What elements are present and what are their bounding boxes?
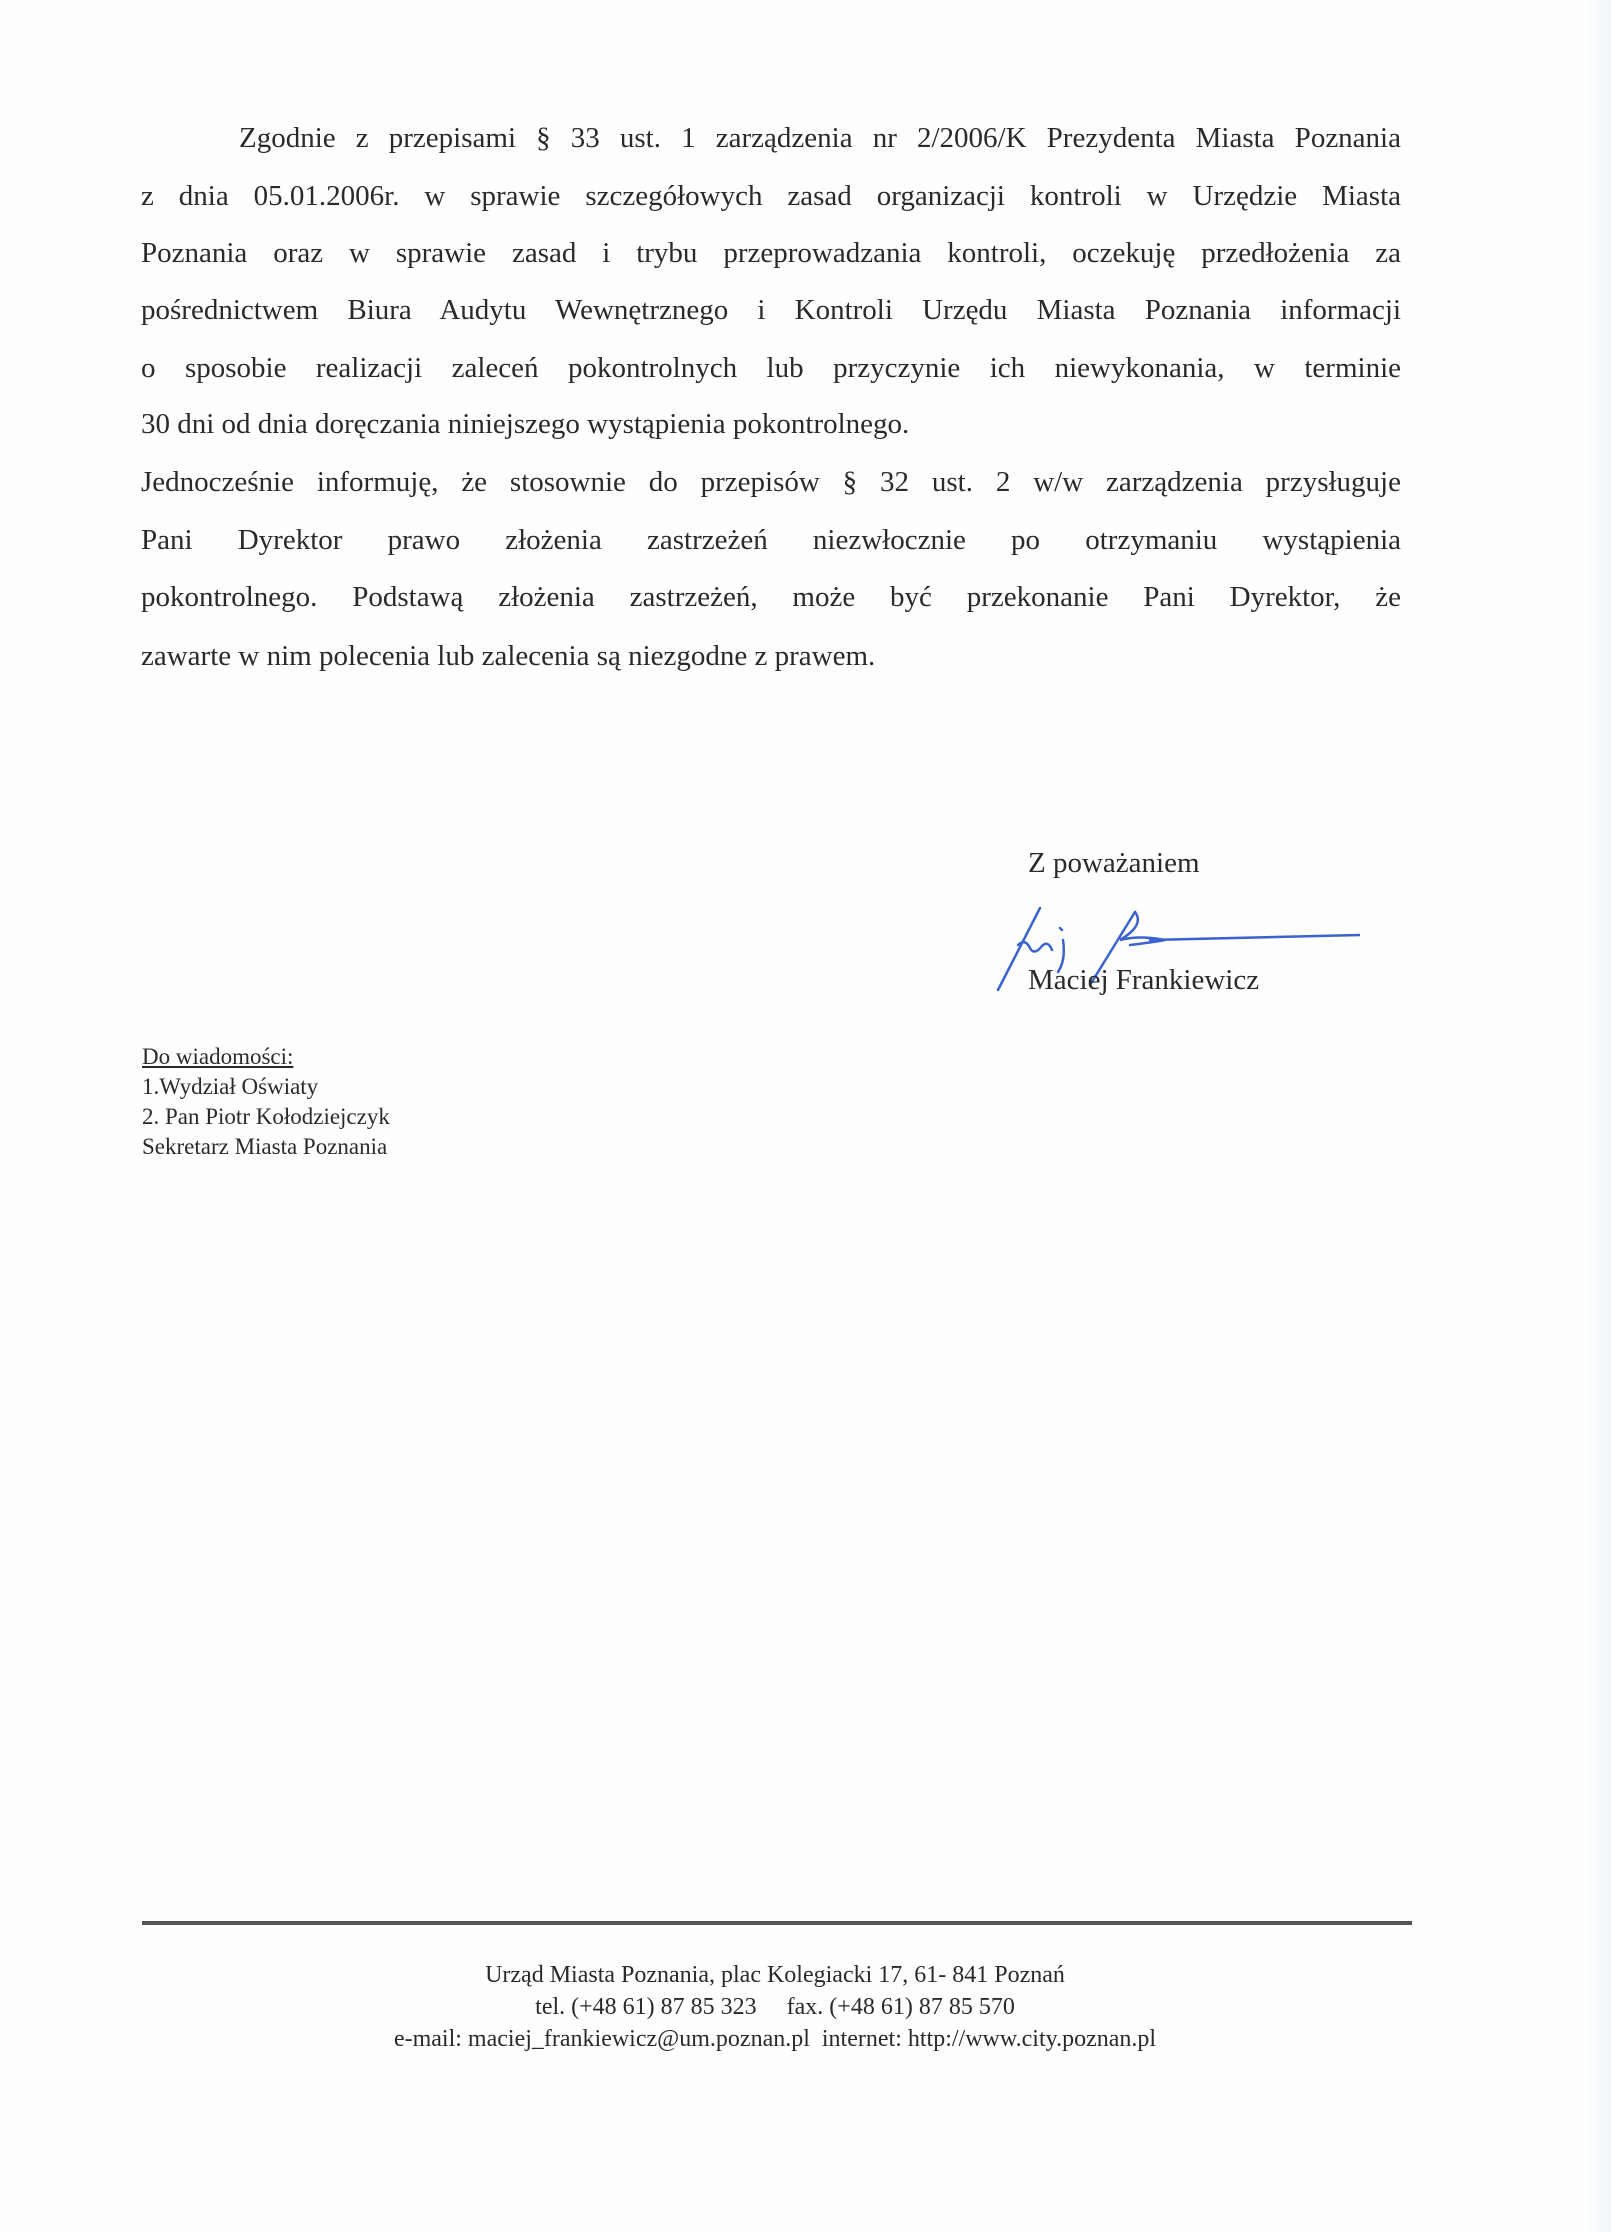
body-line: 30 dni od dnia doręczania niniejszego wystąpienia pokontrolnego. bbox=[141, 408, 910, 440]
footer-phones: tel. (+48 61) 87 85 323 fax. (+48 61) 87 85 570 bbox=[535, 1994, 1015, 2020]
cc-item: 1.Wydział Oświaty bbox=[142, 1074, 319, 1099]
signatory-name: Maciej Frankiewicz bbox=[1028, 964, 1260, 996]
body-line: pośrednictwem Biura Audytu Wewnętrznego i Kontroli Urzędu Miasta Poznania informacji bbox=[141, 294, 1401, 326]
footer-contact: e-mail: maciej_frankiewicz@um.poznan.pl internet: http://www.city.poznan.pl bbox=[393, 2026, 1157, 2052]
body-line: Zgodnie z przepisami § 33 ust. 1 zarządzenia nr 2/2006/K Prezydenta Miasta Poznania bbox=[239, 122, 1401, 154]
body-line: z dnia 05.01.2006r. w sprawie szczegółowych zasad organizacji kontroli w Urzędzie Miasta bbox=[141, 180, 1401, 212]
body-line: zawarte w nim polecenia lub zalecenia są niezgodne z prawem. bbox=[141, 640, 876, 672]
body-line: o sposobie realizacji zaleceń pokontrolnych lub przyczynie ich niewykonania, w terminie bbox=[141, 352, 1401, 384]
cc-item: 2. Pan Piotr Kołodziejczyk bbox=[142, 1104, 390, 1129]
cc-item: Sekretarz Miasta Poznania bbox=[142, 1134, 388, 1159]
scan-edge bbox=[1585, 0, 1611, 2232]
cc-list bbox=[142, 1042, 390, 1162]
footer-address: Urząd Miasta Poznania, plac Kolegiacki 17, 61- 841 Poznań bbox=[485, 1962, 1065, 1988]
body-line: Jednocześnie informuję, że stosownie do przepisów § 32 ust. 2 w/w zarządzenia przysługuje bbox=[141, 466, 1401, 498]
body-line: pokontrolnego. Podstawą złożenia zastrzeżeń, może być przekonanie Pani Dyrektor, że bbox=[141, 581, 1401, 613]
body-line: Pani Dyrektor prawo złożenia zastrzeżeń niezwłocznie po otrzymaniu wystąpienia bbox=[141, 524, 1401, 556]
salutation: Z poważaniem bbox=[1028, 847, 1200, 879]
footer-divider bbox=[142, 1921, 1412, 1925]
body-line: Poznania oraz w sprawie zasad i trybu przeprowadzania kontroli, oczekuję przedłożenia za bbox=[141, 237, 1401, 269]
cc-heading: Do wiadomości: bbox=[142, 1044, 294, 1069]
